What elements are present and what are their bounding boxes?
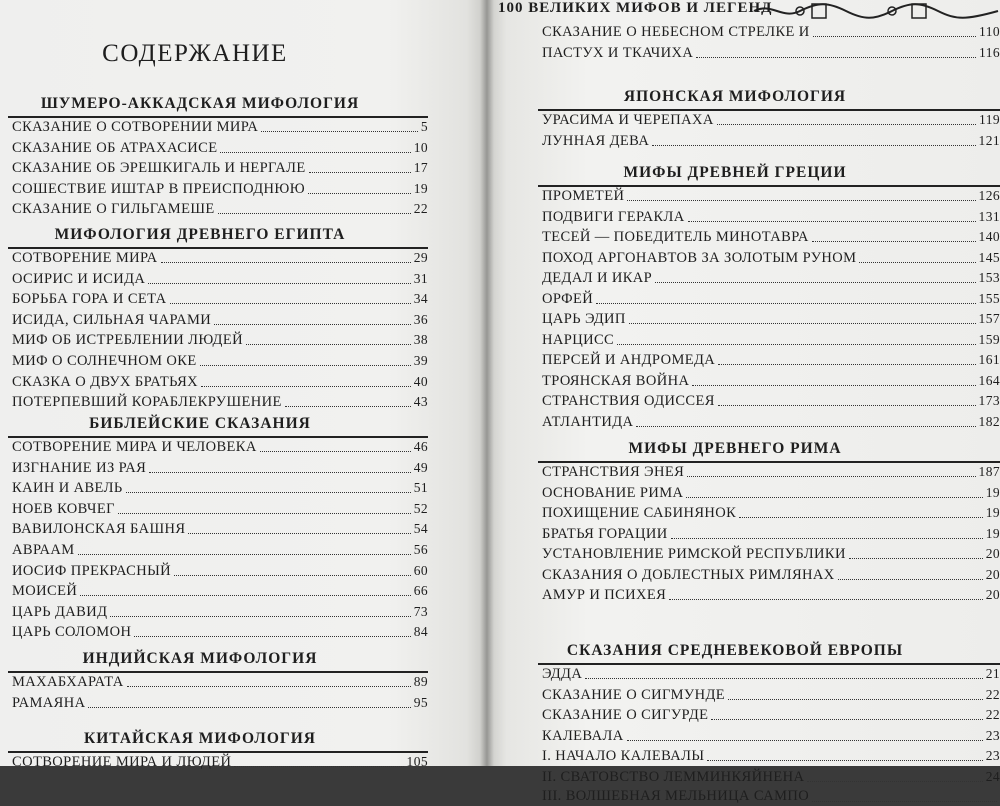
bleed-through-text (330, 0, 470, 40)
toc-entry[interactable] (542, 544, 1000, 563)
toc-entry-title: СТРАНСТВИЯ ЭНЕЯ (542, 464, 685, 480)
dot-leader (200, 365, 411, 366)
toc-entry-title: ЦАРЬ СОЛОМОН (12, 624, 132, 641)
toc-entry-page: 52 (413, 500, 428, 516)
toc-entry-title: ИЗГНАНИЕ ИЗ РАЯ (12, 459, 147, 476)
toc-entry-page: 121 (978, 132, 1000, 148)
toc-entry[interactable] (12, 622, 428, 641)
dot-leader (261, 131, 418, 132)
toc-entry-page: 89 (413, 674, 428, 689)
dot-leader (849, 558, 983, 559)
toc-entry[interactable] (542, 131, 1000, 150)
dot-leader (188, 533, 410, 534)
toc-entry[interactable] (542, 289, 1000, 308)
toc-entry-page: 140 (978, 229, 1000, 244)
toc-entry[interactable] (542, 330, 1000, 349)
toc-entry-page: 5 (420, 119, 428, 134)
dot-leader (688, 221, 976, 222)
toc-entry-page: 126 (978, 188, 1000, 203)
dot-leader (220, 152, 410, 153)
toc-entry-title: СКАЗАНИЕ ОБ ЭРЕШКИГАЛЬ И НЕРГАЛЕ (12, 160, 306, 177)
toc-entry-title: ПОТЕРПЕВШИЙ КОРАБЛЕКРУШЕНИЕ (12, 394, 282, 411)
dot-leader (88, 707, 410, 708)
toc-entry-page: 19 (985, 525, 1000, 541)
toc-entry[interactable] (542, 483, 1000, 502)
toc-entry[interactable] (542, 350, 1000, 369)
toc-entry-title: ИОСИФ ПРЕКРАСНЫЙ (12, 562, 172, 579)
dot-leader (813, 36, 976, 37)
toc-entry-title: ЛУННАЯ ДЕВА (542, 132, 650, 149)
toc-entry-title: СОШЕСТВИЕ ИШТАР В ПРЕИСПОДНЮЮ (12, 180, 305, 197)
toc-entry-title: БРАТЬЯ ГОРАЦИИ (542, 525, 668, 542)
toc-entry-page: 95 (413, 694, 428, 710)
toc-entry-page: 24 (985, 768, 1000, 784)
dot-leader (669, 599, 982, 600)
toc-entry-page: 159 (978, 331, 1000, 347)
toc-entry-page: 34 (413, 291, 428, 307)
dot-leader (170, 303, 411, 304)
dot-leader (201, 386, 411, 387)
toc-entry-title: СКАЗАНИЯ О ДОБЛЕСТНЫХ РИМЛЯНАХ (542, 566, 835, 583)
dot-leader (126, 492, 411, 493)
dot-leader (308, 193, 411, 194)
toc-entry-page: 131 (978, 208, 1000, 224)
toc-entry[interactable] (542, 110, 1000, 129)
toc-entry-title: I. НАЧАЛО КАЛЕВАЛЫ (542, 748, 705, 764)
dot-leader (707, 760, 982, 761)
toc-entry[interactable] (542, 565, 1000, 584)
toc-entry-title: МИФ О СОЛНЕЧНОМ ОКЕ (12, 353, 197, 369)
toc-entry-page: 19 (985, 505, 1000, 520)
toc-entry-page: 157 (978, 311, 1000, 326)
section-heading: ИНДИЙСКАЯ МИФОЛОГИЯ (82, 650, 318, 667)
toc-entry-title: АМУР И ПСИХЕЯ (542, 587, 667, 603)
toc-entry-page: 56 (413, 542, 428, 557)
toc-entry-page: 39 (413, 353, 428, 368)
toc-entry-title: СОТВОРЕНИЕ МИРА И ЧЕЛОВЕКА (12, 439, 257, 455)
section-heading: ШУМЕРО-АККАДСКАЯ МИФОЛОГИЯ (40, 95, 360, 112)
toc-entry[interactable] (542, 22, 1000, 41)
toc-entry[interactable] (12, 289, 428, 308)
dot-leader (80, 595, 410, 596)
dot-leader (585, 678, 982, 679)
toc-entry-page: 23 (985, 727, 1000, 743)
toc-entry[interactable] (542, 503, 1000, 522)
dot-leader (149, 472, 410, 473)
dot-leader (807, 781, 982, 782)
toc-entry-title: ОСНОВАНИЕ РИМА (542, 484, 684, 501)
toc-entry-page: 110 (979, 24, 1000, 39)
toc-entry-page: 60 (413, 562, 428, 578)
toc-entry[interactable] (12, 158, 428, 177)
toc-entry[interactable] (542, 391, 1000, 410)
toc-entry[interactable] (12, 693, 428, 712)
toc-entry-page: 40 (413, 373, 428, 389)
toc-entry[interactable] (542, 248, 1000, 267)
dot-leader (309, 172, 411, 173)
toc-entry[interactable] (542, 43, 1000, 62)
toc-entry-title: ОРФЕЙ (542, 290, 594, 307)
toc-entry-title: ДЕДАЛ И ИКАР (542, 270, 653, 286)
dot-leader (686, 497, 982, 498)
toc-entry-title: СКАЗАНИЕ О СИГУРДЕ (542, 707, 709, 723)
dot-leader (234, 766, 403, 767)
toc-entry-title: ПАСТУХ И ТКАЧИХА (542, 44, 694, 61)
dot-leader (696, 57, 976, 58)
running-head: 100 ВЕЛИКИХ МИФОВ И ЛЕГЕНД (498, 0, 773, 16)
toc-entry-page: 21 (985, 666, 1000, 681)
toc-entry-title: ЭДДА (542, 666, 583, 682)
toc-entry-title: КАЛЕВАЛА (542, 727, 624, 744)
dot-leader (717, 124, 976, 125)
toc-entry[interactable] (12, 458, 428, 477)
toc-entry[interactable] (12, 540, 428, 559)
toc-entry-page: 19 (413, 180, 428, 196)
toc-entry[interactable] (542, 705, 1000, 724)
section-heading: МИФЫ ДРЕВНЕЙ ГРЕЦИИ (623, 164, 847, 181)
dot-leader (627, 740, 983, 741)
toc-entry[interactable] (542, 268, 1000, 287)
toc-entry-page: 20 (985, 587, 1000, 602)
toc-entry-page: 51 (413, 480, 428, 496)
toc-entry-title: ПОХОД АРГОНАВТОВ ЗА ЗОЛОТЫМ РУНОМ (542, 249, 857, 266)
toc-entry-page: 46 (413, 439, 428, 454)
dot-leader (692, 385, 975, 386)
toc-entry[interactable] (12, 672, 428, 691)
dot-leader (711, 719, 982, 720)
toc-entry-page: 19 (985, 484, 1000, 500)
toc-entry[interactable] (12, 372, 428, 391)
toc-entry-title: ТРОЯНСКАЯ ВОЙНА (542, 372, 690, 389)
toc-entry-title: СКАЗАНИЕ ОБ АТРАХАСИСЕ (12, 139, 218, 156)
toc-entry-title: ВАВИЛОНСКАЯ БАШНЯ (12, 521, 186, 538)
toc-entry-title: АВРААМ (12, 542, 75, 558)
toc-entry[interactable] (542, 412, 1000, 431)
toc-entry-page: 29 (413, 250, 428, 265)
dot-leader (118, 513, 411, 514)
toc-entry-page: 173 (978, 393, 1000, 408)
toc-entry-page: 20 (985, 566, 1000, 582)
section-heading: МИФЫ ДРЕВНЕГО РИМА (628, 440, 842, 457)
toc-entry-page: 84 (413, 624, 428, 640)
toc-entry-page: 22 (985, 686, 1000, 702)
toc-entry-title: СОТВОРЕНИЕ МИРА И ЛЮДЕЙ (12, 754, 232, 770)
toc-entry-page: 54 (413, 521, 428, 537)
dot-leader (260, 451, 411, 452)
dot-leader (78, 554, 411, 555)
toc-entry[interactable] (542, 664, 1000, 683)
toc-entry-title: НАРЦИСС (542, 331, 615, 348)
section-heading: МИФОЛОГИЯ ДРЕВНЕГО ЕГИПТА (54, 226, 346, 243)
toc-entry[interactable] (12, 269, 428, 288)
toc-entry[interactable] (542, 207, 1000, 226)
toc-entry[interactable] (542, 524, 1000, 543)
toc-entry-title: ПЕРСЕЙ И АНДРОМЕДА (542, 352, 716, 368)
toc-entry-page: 43 (413, 394, 428, 410)
toc-entry-page: 164 (978, 372, 1000, 388)
toc-entry[interactable] (542, 787, 1000, 806)
section-heading: БИБЛЕЙСКИЕ СКАЗАНИЯ (89, 415, 311, 432)
toc-entry-title: УРАСИМА И ЧЕРЕПАХА (542, 112, 714, 128)
dot-leader (718, 364, 975, 365)
toc-entry[interactable] (12, 581, 428, 600)
toc-entry-page: 38 (413, 332, 428, 348)
toc-entry[interactable] (12, 519, 428, 538)
toc-entry-page: 187 (978, 464, 1000, 479)
toc-entry[interactable] (542, 746, 1000, 765)
toc-entry-title: МИФ ОБ ИСТРЕБЛЕНИИ ЛЮДЕЙ (12, 332, 243, 349)
dot-leader (617, 344, 975, 345)
section-heading: КИТАЙСКАЯ МИФОЛОГИЯ (84, 730, 316, 747)
toc-entry-page: 73 (413, 603, 428, 619)
toc-entry[interactable] (542, 371, 1000, 390)
dot-leader (728, 699, 983, 700)
toc-entry[interactable] (12, 351, 428, 370)
toc-entry-page: 119 (979, 112, 1000, 127)
toc-entry-title: III. ВОЛШЕБНАЯ МЕЛЬНИЦА САМПО (542, 788, 810, 804)
toc-entry[interactable] (12, 330, 428, 349)
toc-entry-title: АТЛАНТИДА (542, 413, 634, 430)
dot-leader (174, 575, 411, 576)
toc-entry-page: 20 (985, 546, 1000, 561)
toc-entry[interactable] (542, 585, 1000, 604)
toc-entry[interactable] (12, 392, 428, 411)
section-heading: ЯПОНСКАЯ МИФОЛОГИЯ (623, 88, 847, 105)
toc-entry-title: МОИСЕЙ (12, 583, 78, 600)
toc-entry[interactable] (542, 309, 1000, 328)
toc-entry-title: КАИН И АВЕЛЬ (12, 480, 123, 497)
dot-leader (838, 579, 983, 580)
section-heading: СКАЗАНИЯ СРЕДНЕВЕКОВОЙ ЕВРОПЫ (566, 642, 904, 659)
toc-entry[interactable] (12, 117, 428, 136)
dot-leader (214, 324, 411, 325)
toc-entry[interactable] (12, 752, 428, 771)
toc-entry[interactable] (12, 199, 428, 218)
dot-leader (148, 283, 410, 284)
dot-leader (687, 476, 975, 477)
toc-entry[interactable] (12, 248, 428, 267)
toc-entry-page: 153 (978, 270, 1000, 285)
toc-entry-page: 10 (413, 139, 428, 155)
dot-leader (636, 426, 975, 427)
dot-leader (739, 517, 982, 518)
toc-entry-page: 22 (985, 707, 1000, 722)
toc-entry[interactable] (12, 602, 428, 621)
dot-leader (859, 262, 975, 263)
toc-entry-page: 155 (978, 290, 1000, 306)
toc-entry[interactable] (12, 478, 428, 497)
dot-leader (134, 636, 410, 637)
toc-entry-title: ЦАРЬ ДАВИД (12, 603, 108, 620)
toc-entry[interactable] (12, 310, 428, 329)
toc-entry-title: ИСИДА, СИЛЬНАЯ ЧАРАМИ (12, 311, 212, 328)
toc-entry[interactable] (12, 179, 428, 198)
toc-entry-title: НОЕВ КОВЧЕГ (12, 500, 115, 517)
dot-leader (596, 303, 975, 304)
toc-entry-title: СКАЗАНИЕ О СИГМУНДЕ (542, 686, 726, 703)
toc-entry-page: 66 (413, 583, 428, 599)
toc-entry-title: ПОДВИГИ ГЕРАКЛА (542, 208, 685, 225)
toc-entry-title: ЦАРЬ ЭДИП (542, 311, 626, 327)
toc-entry-page: 161 (978, 352, 1000, 367)
toc-entry-page: 145 (978, 249, 1000, 265)
toc-entry-title: II. СВАТОВСТВО ЛЕММИНКЯЙНЕНА (542, 768, 805, 785)
dot-leader (127, 686, 411, 687)
toc-entry[interactable] (12, 437, 428, 456)
toc-entry-title: СТРАНСТВИЯ ОДИССЕЯ (542, 393, 715, 409)
toc-entry[interactable] (542, 227, 1000, 246)
dot-leader (812, 241, 976, 242)
toc-entry-page: 36 (413, 311, 428, 327)
toc-entry-title: ПРОМЕТЕЙ (542, 188, 625, 204)
toc-entry-title: СОТВОРЕНИЕ МИРА (12, 250, 158, 266)
dot-leader (652, 145, 975, 146)
toc-entry[interactable] (12, 138, 428, 157)
book-gutter (480, 0, 494, 766)
dot-leader (655, 282, 975, 283)
toc-entry-title: СКАЗАНИЕ О СОТВОРЕНИИ МИРА (12, 119, 259, 135)
toc-entry-title: БОРЬБА ГОРА И СЕТА (12, 291, 167, 308)
toc-entry-title: МАХАБХАРАТА (12, 674, 124, 690)
toc-entry-page: 31 (413, 270, 428, 286)
toc-entry-page: 49 (413, 459, 428, 475)
dot-leader (627, 200, 975, 201)
dot-leader (218, 213, 411, 214)
toc-entry-title: РАМАЯНА (12, 694, 86, 711)
toc-entry[interactable] (542, 726, 1000, 745)
toc-entry[interactable] (542, 186, 1000, 205)
dot-leader (285, 406, 411, 407)
toc-entry-page: 182 (978, 413, 1000, 429)
toc-entry-title: СКАЗАНИЕ О НЕБЕСНОМ СТРЕЛКЕ И (542, 24, 810, 40)
toc-entry-title: СКАЗАНИЕ О ГИЛЬГАМЕШЕ (12, 201, 215, 218)
dot-leader (812, 801, 997, 802)
toc-entry-page: 22 (413, 201, 428, 217)
toc-entry-page: 17 (413, 160, 428, 176)
toc-entry-page: 23 (985, 748, 1000, 763)
toc-entry-page: 105 (406, 754, 428, 769)
toc-entry[interactable] (12, 561, 428, 580)
toc-entry[interactable] (542, 685, 1000, 704)
dot-leader (246, 344, 411, 345)
toc-entry[interactable] (12, 499, 428, 518)
dot-leader (671, 538, 983, 539)
dot-leader (161, 262, 411, 263)
toc-entry-title: УСТАНОВЛЕНИЕ РИМСКОЙ РЕСПУБЛИКИ (542, 546, 846, 562)
toc-entry-title: ТЕСЕЙ — ПОБЕДИТЕЛЬ МИНОТАВРА (542, 229, 809, 245)
toc-entry[interactable] (542, 462, 1000, 481)
toc-entry-title: СКАЗКА О ДВУХ БРАТЬЯХ (12, 373, 199, 390)
dot-leader (718, 405, 976, 406)
dot-leader (110, 616, 410, 617)
page-title: СОДЕРЖАНИЕ (102, 40, 288, 67)
toc-entry-title: ОСИРИС И ИСИДА (12, 270, 146, 287)
dot-leader (629, 323, 976, 324)
toc-entry[interactable] (542, 767, 1000, 786)
toc-entry-page: 116 (979, 44, 1000, 60)
ornament-icon (752, 2, 1000, 20)
toc-entry-title: ПОХИЩЕНИЕ САБИНЯНОК (542, 505, 737, 521)
